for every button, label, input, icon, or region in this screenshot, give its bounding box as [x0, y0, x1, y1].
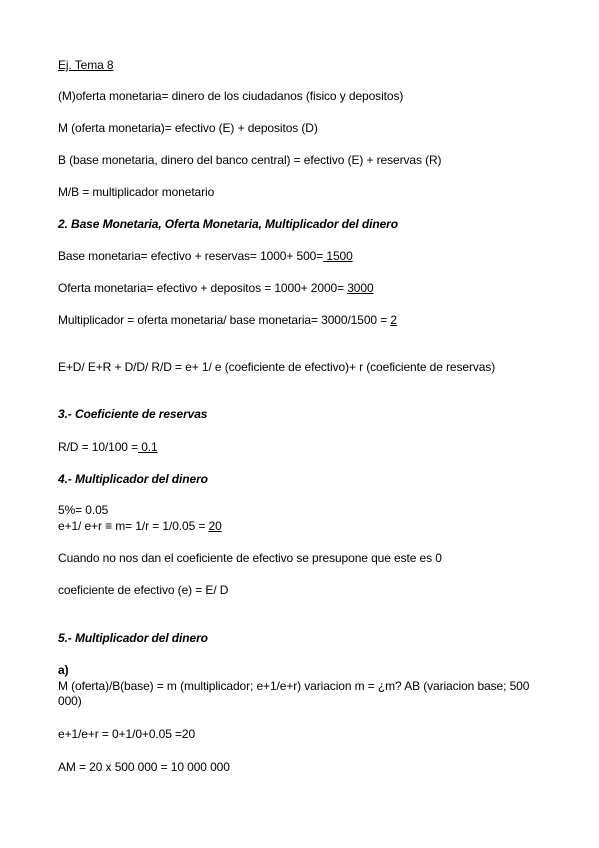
definition-oferta: (M)oferta monetaria= dinero de los ciudadanos (fisico y depositos) — [58, 89, 404, 103]
multiplicador-result: 2 — [390, 313, 397, 327]
section-2-heading: 2. Base Monetaria, Oferta Monetaria, Multiplicador del dinero — [58, 217, 398, 231]
multiplicador-line — [58, 313, 397, 328]
multiplier-formula-text: e+1/ e+r ≡ m= 1/r = 1/0.05 = — [58, 519, 209, 533]
base-monetaria-line — [58, 249, 353, 264]
reservas-text: R/D = 10/100 = — [58, 440, 138, 454]
section-4-heading: 4.- Multiplicador del dinero — [58, 472, 208, 486]
efectivo-note: Cuando no nos dan el coeficiente de efectivo se presupone que este es 0 — [58, 551, 442, 565]
oferta-monetaria-line — [58, 281, 374, 296]
multiplier-formula-line — [58, 519, 222, 534]
base-monetaria-text: Base monetaria= efectivo + reservas= 1000+ 500= — [58, 249, 324, 263]
multiplicador-text: Multiplicador = oferta monetaria/ base monetaria= 3000/1500 = — [58, 313, 391, 327]
section-3-heading: 3.- Coeficiente de reservas — [58, 407, 208, 421]
variation-formula: M (oferta)/B(base) = m (multiplicador; e+1/e+r) variacion m = ¿m? AB (variacion base; 500 000) — [58, 679, 530, 708]
oferta-monetaria-text: Oferta monetaria= efectivo + depositos = 1000+ 2000= — [58, 281, 348, 295]
definition-mb: M/B = multiplicador monetario — [58, 185, 215, 199]
oferta-monetaria-result: 3000 — [347, 281, 374, 295]
definition-b: B (base monetaria, dinero del banco central) = efectivo (E) + reservas (R) — [58, 153, 442, 167]
page-title: Ej. Tema 8 — [58, 58, 114, 72]
reservas-line — [58, 440, 158, 455]
percent-line: 5%= 0.05 — [58, 503, 109, 517]
coefficient-formula: E+D/ E+R + D/D/ R/D = e+ 1/ e (coeficiente de efectivo)+ r (coeficiente de reservas) — [58, 360, 496, 374]
reservas-result: 0.1 — [138, 440, 158, 454]
multiplier-calc: e+1/e+r = 0+1/0+0.05 =20 — [58, 727, 196, 741]
multiplier-formula-result: 20 — [208, 519, 222, 533]
am-calc: AM = 20 x 500 000 = 10 000 000 — [58, 760, 230, 774]
section-5-heading: 5.- Multiplicador del dinero — [58, 631, 208, 645]
definition-m: M (oferta monetaria)= efectivo (E) + depositos (D) — [58, 121, 318, 135]
base-monetaria-result: 1500 — [323, 249, 353, 263]
subsection-a: a) — [58, 663, 69, 677]
efectivo-coefficient: coeficiente de efectivo (e) = E/ D — [58, 583, 229, 597]
